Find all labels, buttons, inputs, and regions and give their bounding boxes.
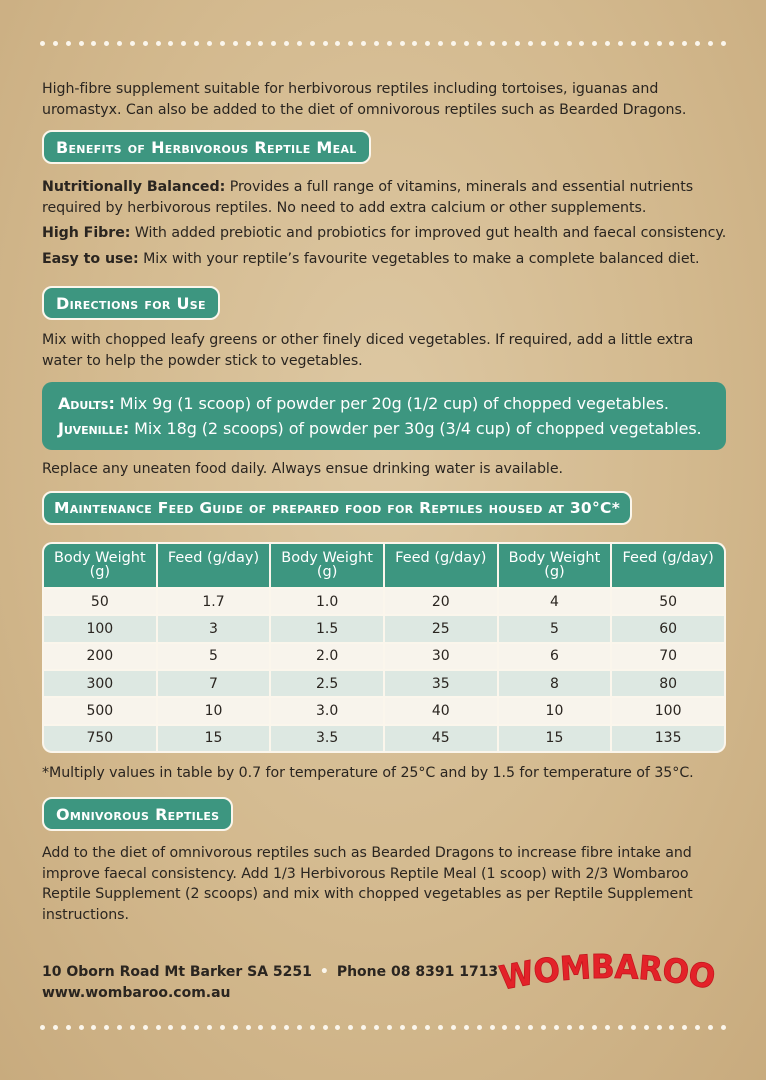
table-cell: 1.0 [271,589,383,614]
table-cell: 1.5 [271,616,383,641]
border-dot [644,1025,649,1030]
border-dot [438,1025,443,1030]
omnivorous-heading: Omnivorous Reptiles [42,797,233,831]
footer-address: 10 Oborn Road Mt Barker SA 5251 [42,964,312,980]
table-row [44,589,724,614]
table-cell: 200 [44,644,156,669]
border-dot [168,41,173,46]
benefits-list [42,177,732,269]
table-cell: 3.0 [271,698,383,723]
border-dot [644,41,649,46]
border-dot [53,41,58,46]
footer-website[interactable]: www.wombaroo.com.au [42,985,231,1001]
border-dot [66,41,71,46]
border-dot [412,1025,417,1030]
table-cell: 6 [499,644,611,669]
border-dot [297,41,302,46]
directions-text: Mix with chopped leafy greens or other finely diced vegetables. If required, add a little extra water to help the powder stick to vegetables. [42,332,694,369]
border-dot [104,1025,109,1030]
border-dot [721,41,726,46]
border-dot [554,41,559,46]
benefits-heading: Benefits of Herbivorous Reptile Meal [42,130,371,164]
border-dot [669,41,674,46]
intro-text: High-fibre supplement suitable for herbivorous reptiles including tortoises, iguanas and uromastyx. Can also be added to the diet of omnivorous reptiles such as Bearded Dragons. [42,81,687,118]
border-dot [695,1025,700,1030]
border-dot [323,41,328,46]
border-dot [271,1025,276,1030]
table-cell: 2.5 [271,671,383,696]
border-dot [220,1025,225,1030]
table-row [44,726,724,751]
table-cell: 40 [385,698,497,723]
border-dot [91,41,96,46]
adults-text: Mix 9g (1 scoop) of powder per 20g (1/2 cup) of chopped vegetables. [114,394,669,413]
border-dot [374,1025,379,1030]
border-dot [541,1025,546,1030]
benefit-easy-to-use [42,249,732,270]
border-dot [605,1025,610,1030]
border-dot [490,1025,495,1030]
border-dot [181,1025,186,1030]
benefit-nutritionally-balanced [42,177,732,218]
table-row [44,698,724,723]
footer-separator: • [319,964,329,980]
border-dot [143,1025,148,1030]
juveniles-text: Mix 18g (2 scoops) of powder per 30g (3/4 cup) of chopped vegetables. [129,419,702,438]
border-dot [708,41,713,46]
border-dot [425,1025,430,1030]
border-dot [682,1025,687,1030]
table-row [44,616,724,641]
border-dot [708,1025,713,1030]
replace-note: Replace any uneaten food daily. Always ensue drinking water is available. [42,461,563,477]
border-dot [361,1025,366,1030]
border-dot [335,41,340,46]
logo-text: WOMBAROO [496,946,720,998]
table-cell: 45 [385,726,497,751]
table-cell: 70 [612,644,724,669]
table-cell: 10 [158,698,270,723]
border-dot [400,1025,405,1030]
border-dot [168,1025,173,1030]
border-dot [117,1025,122,1030]
border-dot [207,41,212,46]
table-cell: 25 [385,616,497,641]
border-dot [515,41,520,46]
border-dot [412,41,417,46]
border-dot [579,41,584,46]
border-dot [464,1025,469,1030]
column-header: Body Weight (g) [271,544,383,587]
border-dot [258,1025,263,1030]
table-cell: 80 [612,671,724,696]
border-dot [143,41,148,46]
adults-label: Adults: [58,394,115,413]
table-cell: 100 [612,698,724,723]
border-dot [194,41,199,46]
border-dot [207,1025,212,1030]
border-dot [246,1025,251,1030]
juveniles-label: Juvenille: [58,419,130,438]
border-dot [284,1025,289,1030]
benefit-label: High Fibre: [42,225,131,241]
benefit-label: Easy to use: [42,250,139,267]
border-dot [515,1025,520,1030]
table-cell: 50 [612,589,724,614]
table-cell: 7 [158,671,270,696]
border-dot [53,1025,58,1030]
border-dot [335,1025,340,1030]
table-cell: 2.0 [271,644,383,669]
column-header: Body Weight (g) [499,544,611,587]
border-dot [310,41,315,46]
border-dot [156,41,161,46]
border-dot [117,41,122,46]
border-dot [425,41,430,46]
benefit-text: Provides a full range of vitamins, minerals and essential nutrients required by herbivorous reptiles. No need to add extra calcium or other supplements. [42,179,694,216]
border-dot [233,1025,238,1030]
border-dot [528,1025,533,1030]
border-dot [181,41,186,46]
border-dot [451,41,456,46]
table-cell: 100 [44,616,156,641]
border-dot [477,1025,482,1030]
column-header: Feed (g/day) [158,544,270,587]
table-cell: 300 [44,671,156,696]
border-dot [502,41,507,46]
border-dot [592,1025,597,1030]
benefit-text: Mix with your reptile’s favourite vegetables to make a complete balanced diet. [138,250,700,267]
border-dot [91,1025,96,1030]
maintenance-heading: Maintenance Feed Guide of prepared food for Reptiles housed at 30°C* [42,491,632,525]
benefit-text: With added prebiotic and probiotics for improved gut health and faecal consistency. [130,225,727,241]
table-row [44,671,724,696]
border-dot [579,1025,584,1030]
border-dot [695,41,700,46]
border-dot [246,41,251,46]
border-dot [233,41,238,46]
border-dot [618,41,623,46]
border-dot [567,1025,572,1030]
border-dot [490,41,495,46]
svg-text:WOMBAROO [496,947,718,998]
border-dot [297,1025,302,1030]
border-dot [130,41,135,46]
border-dot [464,41,469,46]
border-dot [631,41,636,46]
border-dot [451,1025,456,1030]
table-cell: 15 [158,726,270,751]
border-dot [669,1025,674,1030]
footer-contact [42,962,498,1004]
directions-heading: Directions for Use [42,286,220,320]
border-dot [40,41,45,46]
table-cell: 35 [385,671,497,696]
table-cell: 15 [499,726,611,751]
border-dot [271,41,276,46]
border-dot [194,1025,199,1030]
table-footnote: *Multiply values in table by 0.7 for temperature of 25°C and by 1.5 for temperature of 35°C. [42,765,694,781]
border-dot [323,1025,328,1030]
border-dot [66,1025,71,1030]
border-dot [310,1025,315,1030]
border-dot [631,1025,636,1030]
border-dot [258,41,263,46]
border-dot [721,1025,726,1030]
border-dot [348,1025,353,1030]
table-cell: 5 [499,616,611,641]
border-dot [387,41,392,46]
table-cell: 5 [158,644,270,669]
border-dot [502,1025,507,1030]
border-dot [156,1025,161,1030]
adults-dosage [58,391,726,416]
border-dot [79,41,84,46]
border-dot [130,1025,135,1030]
border-dot [605,41,610,46]
table-cell: 8 [499,671,611,696]
table-cell: 3.5 [271,726,383,751]
dosage-panel [42,382,726,450]
table-header-row [44,544,724,587]
border-dot [79,1025,84,1030]
border-dot [374,41,379,46]
table-cell: 135 [612,726,724,751]
table-cell: 750 [44,726,156,751]
table-cell: 60 [612,616,724,641]
border-dot [387,1025,392,1030]
border-dot [104,41,109,46]
column-header: Feed (g/day) [612,544,724,587]
border-dot [657,1025,662,1030]
feed-guide-table [42,542,726,753]
border-dot [554,1025,559,1030]
benefit-high-fibre [42,223,732,244]
border-dot [220,41,225,46]
border-dot [438,41,443,46]
column-header: Feed (g/day) [385,544,497,587]
border-dot [592,41,597,46]
border-dot [657,41,662,46]
table-cell: 10 [499,698,611,723]
table-cell: 4 [499,589,611,614]
border-dot [541,41,546,46]
border-dot [618,1025,623,1030]
table-cell: 500 [44,698,156,723]
column-header: Body Weight (g) [44,544,156,587]
border-dot [400,41,405,46]
table-cell: 20 [385,589,497,614]
juveniles-dosage [58,416,726,441]
top-dot-border [40,41,726,47]
border-dot [361,41,366,46]
table-cell: 3 [158,616,270,641]
table-cell: 1.7 [158,589,270,614]
table-cell: 50 [44,589,156,614]
footer-phone: Phone 08 8391 1713 [336,964,499,980]
wombaroo-logo [496,946,722,1006]
border-dot [348,41,353,46]
table-cell: 30 [385,644,497,669]
border-dot [528,41,533,46]
border-dot [40,1025,45,1030]
border-dot [477,41,482,46]
benefit-label: Nutritionally Balanced: [42,179,226,195]
omnivorous-text: Add to the diet of omnivorous reptiles such as Bearded Dragons to increase fibre intake and improve faecal consistency. Add 1/3 Herbivorous Reptile Meal (1 scoop) with 2/3 Wombaroo Reptile Supplement (2 scoops) and mix with chopped vegetables as per Reptile Supplement instructions. [42,845,693,923]
border-dot [682,41,687,46]
border-dot [284,41,289,46]
border-dot [567,41,572,46]
bottom-dot-border [40,1025,726,1031]
table-row [44,644,724,669]
